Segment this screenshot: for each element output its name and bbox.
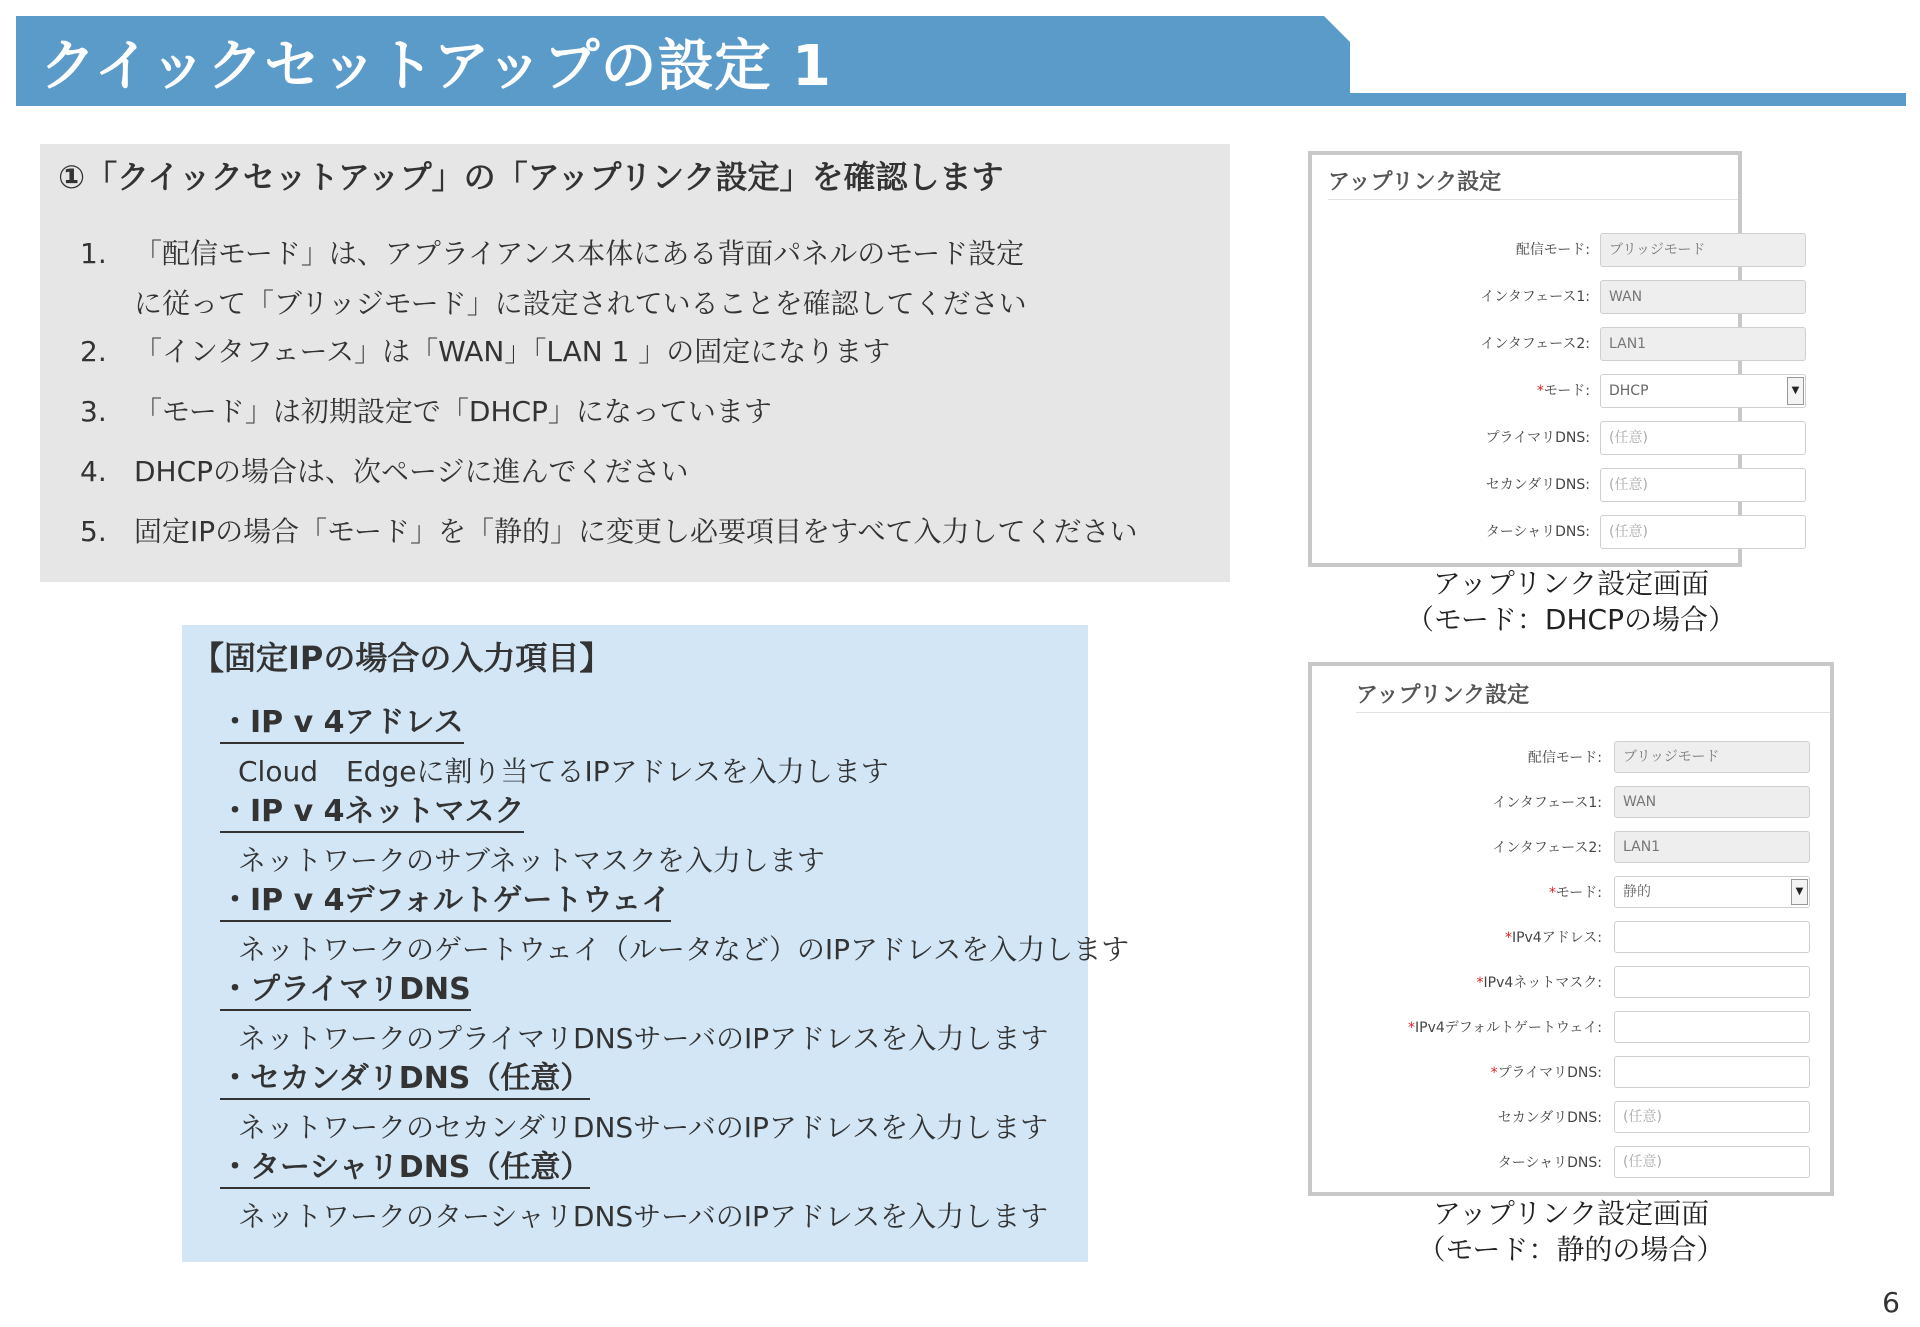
info-item [220,697,889,790]
required-marker: * [1504,930,1512,946]
tertiary-dns-input[interactable]: (任意) [1614,1146,1810,1178]
field-label: *モード: [1548,885,1602,901]
step-text: 「インタフェース」は「WAN」「LAN 1 」の固定になります [134,335,891,368]
field-label: セカンダリDNS: [1497,1110,1602,1126]
field-label: 配信モード: [1527,750,1602,766]
step-item [80,390,772,430]
ipv4-netmask-row [1312,966,1602,1000]
divider [1356,712,1830,713]
info-item [220,875,1129,968]
mode-select-value: 静的 [1623,884,1651,900]
primary-dns-input[interactable]: (任意) [1600,421,1806,455]
info-item [220,964,1048,1057]
dhcp-screenshot-caption [1308,566,1834,638]
field-label: ターシャリDNS: [1497,1155,1602,1171]
tertiary-dns-input[interactable]: (任意) [1600,515,1806,549]
caption-line: アップリンク設定画面 [1432,1197,1710,1230]
info-desc: Cloud Edgeに割り当てるIPアドレスを入力します [238,755,889,788]
chevron-down-icon[interactable]: ▼ [1791,879,1808,905]
distribution-mode-field: ブリッジモード [1614,741,1810,773]
field-label: 配信モード: [1515,242,1590,258]
required-marker: * [1548,885,1556,901]
interface2-row [1312,327,1590,361]
interface2-field: LAN1 [1600,327,1806,361]
field-label: *モード: [1536,383,1590,399]
tertiary-dns-row [1312,515,1590,549]
info-desc: ネットワークのターシャリDNSサーバのIPアドレスを入力します [238,1200,1049,1233]
mode-row [1312,876,1602,910]
distribution-mode-row [1312,233,1590,267]
uplink-settings-dhcp-screenshot [1308,151,1800,567]
caption-line: （モード：DHCPの場合） [1406,603,1736,636]
field-label: インタフェース1: [1480,289,1590,305]
mode-row [1312,374,1590,408]
info-heading: 【固定IPの場合の入力項目】 [192,639,612,677]
step-text: 固定IPの場合「モード」を「静的」に変更し必要項目をすべて入力してください [134,515,1138,548]
info-item [220,1142,1048,1235]
ipv4-address-input[interactable] [1614,921,1810,953]
info-desc: ネットワークのプライマリDNSサーバのIPアドレスを入力します [238,1022,1049,1055]
field-label: *IPv4デフォルトゲートウェイ: [1408,1020,1602,1036]
distribution-mode-row [1312,741,1602,775]
primary-dns-row [1312,1056,1602,1090]
ipv4-netmask-input[interactable] [1614,966,1810,998]
caption-line: （モード：静的の場合） [1417,1233,1725,1266]
mode-select[interactable] [1614,876,1810,908]
primary-dns-row [1312,421,1590,455]
field-label: インタフェース1: [1492,795,1602,811]
field-label: *プライマリDNS: [1490,1065,1602,1081]
step-item [80,510,1137,550]
step-item [80,330,890,370]
ipv4-gateway-input[interactable] [1614,1011,1810,1043]
static-screenshot-caption [1308,1196,1834,1268]
info-term: ・セカンダリDNS（任意） [220,1053,590,1100]
chevron-down-icon[interactable]: ▼ [1787,377,1804,405]
info-item [220,1053,1048,1146]
required-marker: * [1536,383,1544,399]
divider [1328,199,1738,200]
field-label: インタフェース2: [1492,840,1602,856]
interface1-field: WAN [1600,280,1806,314]
fixed-ip-info-panel [182,625,1130,1262]
interface1-field: WAN [1614,786,1810,818]
step-item [80,232,1027,322]
secondary-dns-row [1312,468,1590,502]
step-number: 3. [80,395,107,428]
interface1-row [1312,280,1590,314]
step-text: DHCPの場合は、次ページに進んでください [134,455,689,488]
caption-line: アップリンク設定画面 [1432,567,1710,600]
uplink-settings-static-screenshot [1308,662,1834,1196]
field-label: セカンダリDNS: [1485,477,1590,493]
step-number: 2. [80,335,107,368]
info-desc: ネットワークのゲートウェイ（ルータなど）のIPアドレスを入力します [238,933,1130,966]
ipv4-gateway-row [1312,1011,1602,1045]
step-text-continued: に従って「ブリッジモード」に設定されていることを確認してください [134,287,1027,320]
required-marker: * [1490,1065,1498,1081]
title-underline [1350,93,1906,106]
info-term: ・ターシャリDNS（任意） [220,1142,590,1189]
uplink-settings-title: アップリンク設定 [1328,170,1502,195]
interface1-row [1312,786,1602,820]
info-term: ・プライマリDNS [220,964,471,1011]
secondary-dns-input[interactable]: (任意) [1614,1101,1810,1133]
mode-select-value: DHCP [1609,383,1649,399]
step-text: 「モード」は初期設定で「DHCP」になっています [134,395,772,428]
field-label: ターシャリDNS: [1485,524,1590,540]
step-item [80,450,689,490]
step-number: 4. [80,455,107,488]
secondary-dns-row [1312,1101,1602,1135]
page-title: クイックセットアップの設定 1 [40,34,832,99]
steps-heading: ①「クイックセットアップ」の「アップリンク設定」を確認します [58,158,1004,196]
info-desc: ネットワークのセカンダリDNSサーバのIPアドレスを入力します [238,1111,1049,1144]
info-term: ・IP v 4ネットマスク [220,786,524,833]
interface2-row [1312,831,1602,865]
field-label: *IPv4ネットマスク: [1476,975,1602,991]
step-text: 「配信モード」は、アプライアンス本体にある背面パネルのモード設定 [134,237,1025,270]
info-item [220,786,825,879]
info-desc: ネットワークのサブネットマスクを入力します [238,844,825,877]
field-label: プライマリDNS: [1485,430,1590,446]
primary-dns-input[interactable] [1614,1056,1810,1088]
distribution-mode-field: ブリッジモード [1600,233,1806,267]
required-marker: * [1408,1020,1416,1036]
mode-select[interactable] [1600,374,1806,408]
info-term: ・IP v 4アドレス [220,697,464,744]
interface2-field: LAN1 [1614,831,1810,863]
uplink-settings-title: アップリンク設定 [1356,683,1530,708]
info-term: ・IP v 4デフォルトゲートウェイ [220,875,671,922]
ipv4-address-row [1312,921,1602,955]
field-label: *IPv4アドレス: [1504,930,1602,946]
page-number: 6 [1882,1286,1900,1319]
step-number: 5. [80,515,107,548]
steps-panel [40,144,1230,582]
tertiary-dns-row [1312,1146,1602,1180]
required-marker: * [1476,975,1484,991]
secondary-dns-input[interactable]: (任意) [1600,468,1806,502]
step-number: 1. [80,237,107,270]
field-label: インタフェース2: [1480,336,1590,352]
